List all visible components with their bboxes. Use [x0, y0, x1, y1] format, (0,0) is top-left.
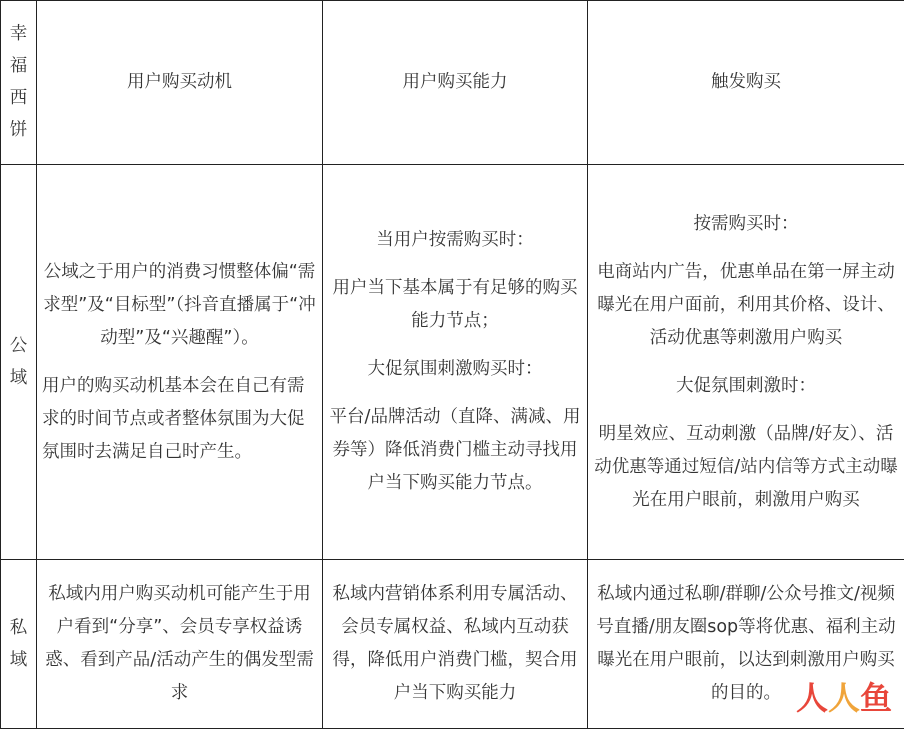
private-motive-cell [37, 560, 323, 729]
private-ability-text: 私域内营销体系利用专属活动、会员专属权益、私域内互动获得，降低用户消费门槛，契合用户当下购买能力 [328, 578, 582, 710]
public-trigger-cell [588, 165, 904, 560]
watermark-char-1: 人 [796, 673, 826, 719]
public-label-cell [1, 165, 37, 560]
public-ability-heading-2: 大促氛围刺激购买时： [328, 353, 582, 386]
public-motive-cell [37, 165, 323, 560]
public-trigger-text-1: 电商站内广告，优惠单品在第一屏主动曝光在用户面前，利用其价格、设计、活动优惠等刺激用户购买 [593, 256, 899, 355]
public-trigger-text-2: 明星效应、互动刺激（品牌/好友）、活动优惠等通过短信/站内信等方式主动曝光在用户眼前，刺激用户购买 [593, 418, 899, 517]
brand-label: 幸福西饼 [9, 18, 29, 146]
public-motive-text-2: 用户的购买动机基本会在自己有需求的时间节点或者整体氛围为大促氛围时去满足自己时产生。 [42, 370, 317, 469]
private-label: 私域 [9, 612, 29, 676]
header-row [1, 1, 904, 165]
public-ability-text-1: 用户当下基本属于有足够的购买能力节点； [328, 272, 582, 338]
private-trigger-cell [588, 560, 904, 729]
public-ability-heading-1: 当用户按需购买时： [328, 224, 582, 257]
private-motive-text: 私域内用户购买动机可能产生于用户看到“分享”、会员专享权益诱惑、看到产品/活动产生的偶发型需求 [42, 578, 317, 710]
public-trigger-heading-1: 按需购买时： [593, 208, 899, 241]
public-motive-text-1: 公域之于用户的消费习惯整体偏“需求型”及“目标型”（抖音直播属于“冲动型”及“兴趣醒”）。 [42, 256, 317, 355]
private-ability-cell [323, 560, 588, 729]
private-trigger-text: 私域内通过私聊/群聊/公众号推文/视频号直播/朋友圈sop等将优惠、福利主动曝光在用户眼前，以达到刺激用户购买的目的。 [593, 578, 899, 710]
public-row [1, 165, 904, 560]
public-ability-text-2: 平台/品牌活动（直降、满减、用券等）降低消费门槛主动寻找用户当下购买能力节点。 [328, 401, 582, 500]
public-ability-cell [323, 165, 588, 560]
private-row [1, 560, 904, 729]
watermark-char-3: 鱼 [860, 673, 890, 719]
private-label-cell [1, 560, 37, 729]
header-trigger: 触发购买 [588, 1, 904, 165]
public-label: 公域 [9, 330, 29, 394]
public-trigger-heading-2: 大促氛围刺激时： [593, 370, 899, 403]
header-ability: 用户购买能力 [323, 1, 588, 165]
header-motive: 用户购买动机 [37, 1, 323, 165]
watermark-char-2: 人 [828, 673, 858, 719]
corner-cell [1, 1, 37, 165]
